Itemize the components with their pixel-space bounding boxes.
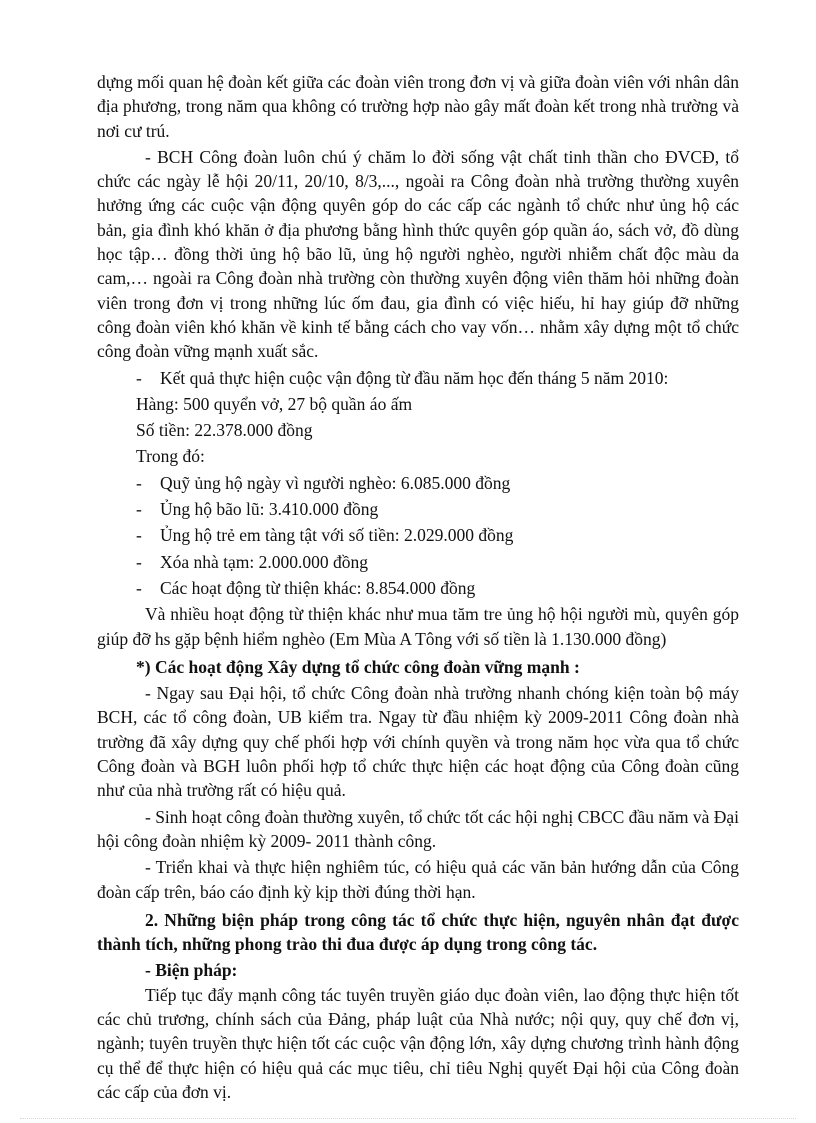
bullet-dash: -	[136, 472, 142, 493]
measures-label: - Biện pháp:	[145, 960, 238, 981]
paragraph-welfare-care: - BCH Công đoàn luôn chú ý chăm lo đời sống vật chất tinh thần cho ĐVCĐ, tổ chức các ngày lễ hội 20/11, 20/10, 8/3,..., ngoài ra Công đoàn nhà trường thường xuyên hưởng ứng các cuộc vận động quyên góp do các cấp các ngành tổ chức như ủng hộ các bản, gia đình khó khăn ở địa phương bằng hình thức quyên góp quần áo, sách vở, đồ dùng học tập… đồng thời ủng hộ bão lũ, ủng hộ người nghèo, người nhiễm chất độc màu da cam,… ngoài ra Công đoàn nhà trường còn thường xuyên động viên thăm hỏi những đoàn viên trong đơn vị trong những lúc ốm đau, gia đình có việc hiếu, hỉ hay giúp đỡ những công đoàn viên khó khăn về kinh tế bằng cách cho vay vốn… nhằm xây dựng một tổ chức công đoàn vững mạnh xuất sắc.	[97, 146, 739, 362]
paragraph-build-3: - Triển khai và thực hiện nghiêm túc, có hiệu quả các văn bản hướng dẫn của Công đoàn cấp trên, báo cáo định kỳ kịp thời đúng thời hạn.	[97, 857, 739, 902]
paragraph-charity: Và nhiều hoạt động từ thiện khác như mua tăm tre ủng hộ hội người mù, quyên góp giúp đỡ hs gặp bệnh hiểm nghèo (Em Mùa A Tông với số tiền là 1.130.000 đồng)	[97, 604, 739, 649]
page-bottom-divider	[20, 1118, 796, 1119]
list-item-text: Ủng hộ trẻ em tàng tật với số tiền: 2.029.000 đồng	[160, 525, 514, 546]
list-item	[97, 576, 739, 600]
list-item	[97, 471, 739, 495]
bullet-dash: -	[136, 367, 142, 388]
list-item	[97, 497, 739, 521]
list-item-text: Ủng hộ bão lũ: 3.410.000 đồng	[160, 499, 379, 520]
list-item	[97, 523, 739, 547]
paragraph-measures: Tiếp tục đẩy mạnh công tác tuyên truyền giáo dục đoàn viên, lao động thực hiện tốt các chủ trương, chính sách của Đảng, pháp luật của Nhà nước; nội quy, quy chế đơn vị, ngành; tuyên truyền thực hiện tốt các cuộc vận động lớn, xây dựng chương trình hành động cụ thể để thực hiện có hiệu quả các mục tiêu, chỉ tiêu Nghị quyết Đại hội của Công đoàn các cấp của đơn vị.	[97, 984, 739, 1102]
list-item-text: Các hoạt động từ thiện khác: 8.854.000 đồng	[160, 577, 476, 598]
list-item-text: Quỹ ủng hộ ngày vì người nghèo: 6.085.000 đồng	[160, 472, 511, 493]
results-title-text: Kết quả thực hiện cuộc vận động từ đầu năm học đến tháng 5 năm 2010:	[160, 367, 669, 388]
section-2-heading: 2. Những biện pháp trong công tác tổ chức thực hiện, nguyên nhân đạt được thành tích, những phong trào thi đua được áp dụng trong công tác.	[97, 909, 739, 955]
results-breakdown-label: Trong đó:	[136, 446, 205, 467]
paragraph-build-2: - Sinh hoạt công đoàn thường xuyên, tổ chức tốt các hội nghị CBCC đầu năm và Đại hội công đoàn nhiệm kỳ 2009- 2011 thành công.	[97, 806, 739, 851]
list-item-text: Xóa nhà tạm: 2.000.000 đồng	[160, 551, 369, 572]
bullet-dash: -	[136, 499, 142, 520]
list-item	[97, 550, 739, 574]
bullet-dash: -	[136, 577, 142, 598]
paragraph-build-1: - Ngay sau Đại hội, tổ chức Công đoàn nhà trường nhanh chóng kiện toàn bộ máy BCH, các tổ công đoàn, UB kiểm tra. Ngay từ đầu nhiệm kỳ 2009-2011 Công đoàn nhà trường đã xây dựng quy chế phối hợp với chính quyền và trong năm học vừa qua tổ chức Công đoàn và BGH luôn phối hợp tổ chức thực hiện các hoạt động của Công đoàn cũng như của nhà trường rất có hiệu quả.	[97, 683, 739, 801]
heading-build-union: *) Các hoạt động Xây dựng tổ chức công đoàn vững mạnh :	[136, 656, 580, 677]
document-page	[97, 70, 739, 1104]
bullet-dash: -	[136, 551, 142, 572]
paragraph-intro: dựng mối quan hệ đoàn kết giữa các đoàn viên trong đơn vị và giữa đoàn viên với nhân dân địa phương, trong năm qua không có trường hợp nào gây mất đoàn kết trong nhà trường và nơi cư trú.	[97, 72, 739, 141]
results-money: Số tiền: 22.378.000 đồng	[136, 420, 313, 441]
bullet-dash: -	[136, 525, 142, 546]
results-title	[97, 366, 739, 390]
results-goods: Hàng: 500 quyển vở, 27 bộ quần áo ấm	[136, 393, 413, 414]
